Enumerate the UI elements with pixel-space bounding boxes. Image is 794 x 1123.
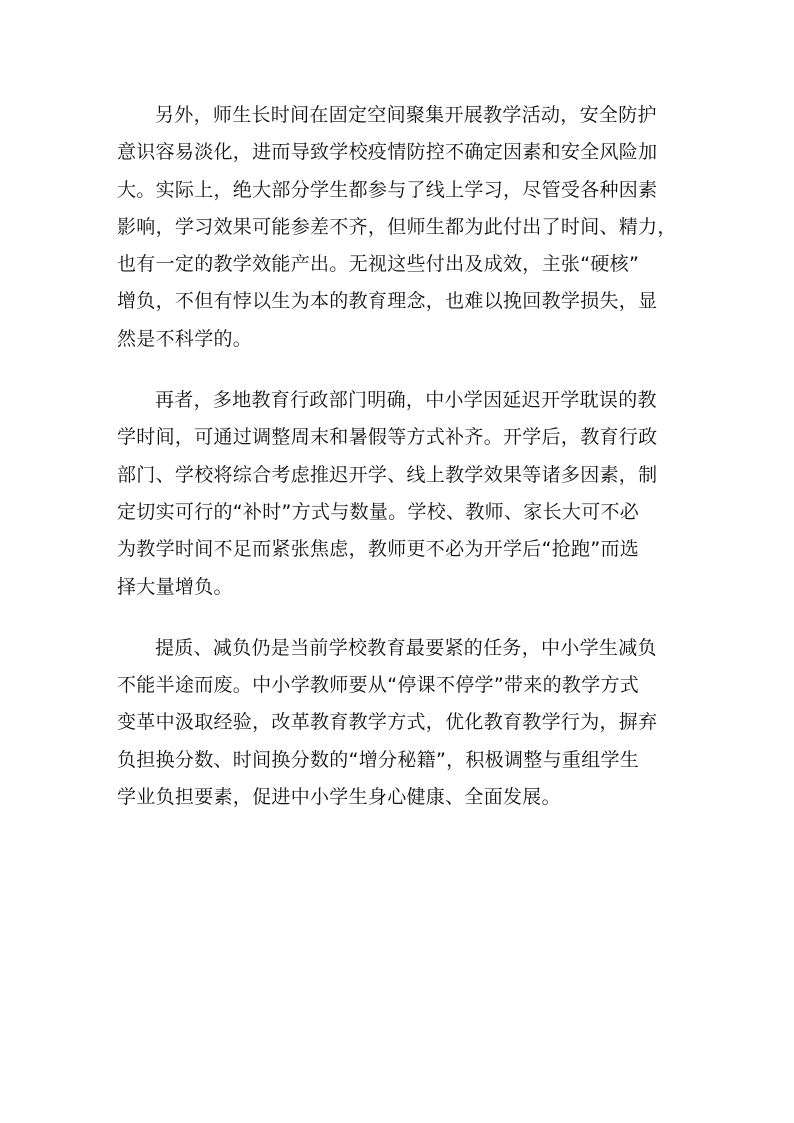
paragraph-line: 不能半途而废。中小学教师要从“停课不停学”带来的教学方式 bbox=[117, 674, 640, 697]
paragraph-line: 大。实际上，绝大部分学生都参与了线上学习，尽管受各种因素 bbox=[117, 178, 658, 201]
paragraph-line: 影响，学习效果可能参差不齐，但师生都为此付出了时间、精力， bbox=[117, 215, 677, 238]
paragraph-1 bbox=[117, 97, 682, 358]
paragraph-line: 意识容易淡化，进而导致学校疫情防控不确定因素和安全风险加 bbox=[117, 141, 658, 164]
paragraph-line: 再者，多地教育行政部门明确，中小学因延迟开学耽误的教 bbox=[155, 389, 657, 412]
paragraph-line: 学业负担要素，促进中小学生身心健康、全面发展。 bbox=[117, 786, 561, 809]
paragraph-line: 负担换分数、时间换分数的“增分秘籍”，积极调整与重组学生 bbox=[117, 748, 640, 771]
paragraph-line: 部门、学校将综合考虑推迟开学、线上教学效果等诸多因素，制 bbox=[117, 463, 658, 486]
paragraph-line: 择大量增负。 bbox=[117, 575, 233, 598]
paragraph-line: 然是不科学的。 bbox=[117, 327, 253, 350]
paragraph-line: 为教学时间不足而紧张焦虑，教师更不必为开学后“抢跑”而选 bbox=[117, 538, 640, 561]
paragraph-2 bbox=[117, 382, 682, 606]
paragraph-line: 定切实可行的“补时”方式与数量。学校、教师、家长大可不必 bbox=[117, 500, 640, 523]
paragraph-line: 另外，师生长时间在固定空间聚集开展教学活动，安全防护 bbox=[155, 104, 657, 126]
paragraph-3 bbox=[117, 630, 682, 816]
document-body bbox=[117, 97, 682, 840]
paragraph-line: 提质、减负仍是当前学校教育最要紧的任务，中小学生减负 bbox=[155, 636, 657, 659]
paragraph-line: 增负，不但有悖以生为本的教育理念，也难以挽回教学损失，显 bbox=[117, 290, 658, 313]
paragraph-line: 变革中汲取经验，改革教育教学方式，优化教育教学行为，摒弃 bbox=[117, 711, 658, 734]
paragraph-line: 学时间，可通过调整周末和暑假等方式补齐。开学后，教育行政 bbox=[117, 426, 658, 449]
paragraph-line: 也有一定的教学效能产出。无视这些付出及成效，主张“硬核” bbox=[117, 253, 640, 276]
